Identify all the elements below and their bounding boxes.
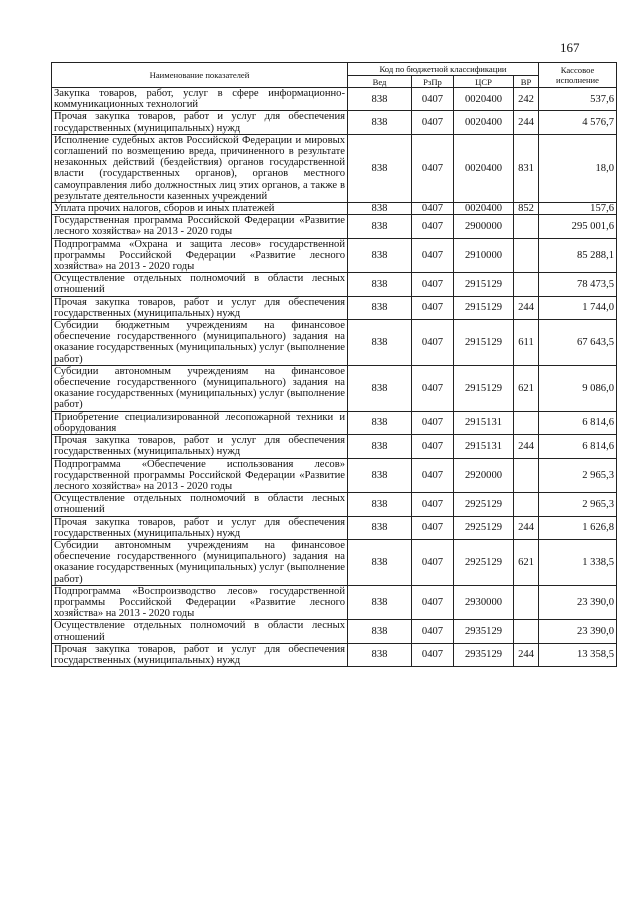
row-vr: 244 [514, 516, 539, 539]
row-ved: 838 [348, 203, 412, 215]
row-csr: 0020400 [454, 88, 514, 111]
table-row [52, 238, 617, 273]
table-row [52, 516, 617, 539]
row-rzpr: 0407 [412, 435, 454, 458]
row-csr: 2915129 [454, 296, 514, 319]
row-vr [514, 273, 539, 296]
row-amount: 4 576,7 [539, 111, 617, 134]
table-row [52, 111, 617, 134]
row-rzpr: 0407 [412, 273, 454, 296]
table-row [52, 296, 617, 319]
row-vr [514, 585, 539, 620]
row-amount: 1 744,0 [539, 296, 617, 319]
row-rzpr: 0407 [412, 215, 454, 238]
row-name: Прочая закупка товаров, работ и услуг для обеспечения государственных (муниципальных) нужд [52, 643, 348, 666]
row-name: Подпрограмма «Обеспечение использования лесов» государственной программы Российской Федерации «Развитие лесного хозяйства» на 2013 - 2020 годы [52, 458, 348, 493]
row-vr: 852 [514, 203, 539, 215]
row-rzpr: 0407 [412, 458, 454, 493]
row-ved: 838 [348, 296, 412, 319]
table-row [52, 411, 617, 434]
row-name: Прочая закупка товаров, работ и услуг для обеспечения государственных (муниципальных) нужд [52, 296, 348, 319]
row-ved: 838 [348, 643, 412, 666]
row-rzpr: 0407 [412, 111, 454, 134]
row-vr: 621 [514, 539, 539, 585]
row-vr: 831 [514, 134, 539, 202]
row-rzpr: 0407 [412, 539, 454, 585]
row-rzpr: 0407 [412, 238, 454, 273]
row-ved: 838 [348, 134, 412, 202]
row-ved: 838 [348, 620, 412, 643]
table-row [52, 493, 617, 516]
row-ved: 838 [348, 273, 412, 296]
header-code-group: Код по бюджетной классификации [348, 63, 539, 76]
row-csr: 2935129 [454, 643, 514, 666]
row-csr: 2910000 [454, 238, 514, 273]
row-name: Исполнение судебных актов Российской Федерации и мировых соглашений по возмещению вреда, причиненного в результате незаконных действий (бездействия) органов государственной власти (государственных органов), органов местного самоуправления либо должностных лиц этих органов, а также в результате деятельности казенных учреждений [52, 134, 348, 202]
table-row [52, 273, 617, 296]
row-name: Подпрограмма «Воспроизводство лесов» государственной программы Российской Федерации «Развитие лесного хозяйства» на 2013 - 2020 годы [52, 585, 348, 620]
row-vr [514, 493, 539, 516]
header-ved: Вед [348, 76, 412, 88]
row-name: Уплата прочих налогов, сборов и иных платежей [52, 203, 348, 215]
row-name: Прочая закупка товаров, работ и услуг для обеспечения государственных (муниципальных) нужд [52, 516, 348, 539]
table-body [52, 88, 617, 667]
row-name: Подпрограмма «Охрана и защита лесов» государственной программы Российской Федерации «Развитие лесного хозяйства» на 2013 - 2020 годы [52, 238, 348, 273]
row-amount: 6 814,6 [539, 435, 617, 458]
row-name: Осуществление отдельных полномочий в области лесных отношений [52, 620, 348, 643]
row-vr [514, 411, 539, 434]
row-amount: 85 288,1 [539, 238, 617, 273]
row-amount: 537,6 [539, 88, 617, 111]
table-row [52, 215, 617, 238]
row-vr [514, 215, 539, 238]
row-ved: 838 [348, 458, 412, 493]
row-vr [514, 458, 539, 493]
table-row [52, 435, 617, 458]
row-amount: 1 626,8 [539, 516, 617, 539]
row-ved: 838 [348, 516, 412, 539]
row-csr: 2915129 [454, 365, 514, 411]
row-ved: 838 [348, 365, 412, 411]
row-amount: 157,6 [539, 203, 617, 215]
row-ved: 838 [348, 435, 412, 458]
row-csr: 2920000 [454, 458, 514, 493]
page-number: 167 [560, 40, 580, 55]
row-rzpr: 0407 [412, 411, 454, 434]
row-name: Прочая закупка товаров, работ и услуг для обеспечения государственных (муниципальных) нужд [52, 435, 348, 458]
table-row [52, 458, 617, 493]
row-rzpr: 0407 [412, 365, 454, 411]
row-vr [514, 620, 539, 643]
row-csr: 2925129 [454, 539, 514, 585]
row-csr: 2935129 [454, 620, 514, 643]
row-amount: 18,0 [539, 134, 617, 202]
header-csr: ЦСР [454, 76, 514, 88]
row-name: Приобретение специализированной лесопожарной техники и оборудования [52, 411, 348, 434]
table-row [52, 203, 617, 215]
row-vr: 611 [514, 320, 539, 366]
row-csr: 2925129 [454, 493, 514, 516]
row-rzpr: 0407 [412, 516, 454, 539]
row-csr: 2930000 [454, 585, 514, 620]
row-name: Субсидии автономным учреждениям на финансовое обеспечение государственного (муниципального) задания на оказание государственных (муниципальных) услуг (выполнение работ) [52, 365, 348, 411]
row-ved: 838 [348, 88, 412, 111]
row-rzpr: 0407 [412, 296, 454, 319]
row-rzpr: 0407 [412, 88, 454, 111]
row-ved: 838 [348, 320, 412, 366]
table-row [52, 134, 617, 202]
row-csr: 2925129 [454, 516, 514, 539]
row-rzpr: 0407 [412, 134, 454, 202]
row-rzpr: 0407 [412, 320, 454, 366]
header-vr: ВР [514, 76, 539, 88]
table-row [52, 620, 617, 643]
row-rzpr: 0407 [412, 203, 454, 215]
row-amount: 2 965,3 [539, 458, 617, 493]
row-csr: 2915131 [454, 435, 514, 458]
row-csr: 0020400 [454, 203, 514, 215]
table-row [52, 365, 617, 411]
table-row [52, 585, 617, 620]
row-ved: 838 [348, 539, 412, 585]
budget-table [51, 62, 617, 667]
row-amount: 13 358,5 [539, 643, 617, 666]
table-row [52, 88, 617, 111]
row-ved: 838 [348, 493, 412, 516]
row-rzpr: 0407 [412, 493, 454, 516]
row-amount: 9 086,0 [539, 365, 617, 411]
row-vr: 244 [514, 435, 539, 458]
row-csr: 0020400 [454, 134, 514, 202]
row-name: Субсидии автономным учреждениям на финансовое обеспечение государственного (муниципального) задания на оказание государственных (муниципальных) услуг (выполнение работ) [52, 539, 348, 585]
row-rzpr: 0407 [412, 620, 454, 643]
row-amount: 1 338,5 [539, 539, 617, 585]
row-vr: 244 [514, 111, 539, 134]
row-name: Субсидии бюджетным учреждениям на финансовое обеспечение государственного (муниципального) задания на оказание государственных (муниципальных) услуг (выполнение работ) [52, 320, 348, 366]
table-row [52, 539, 617, 585]
row-ved: 838 [348, 411, 412, 434]
row-name: Закупка товаров, работ, услуг в сфере информационно-коммуникационных технологий [52, 88, 348, 111]
row-amount: 78 473,5 [539, 273, 617, 296]
row-amount: 23 390,0 [539, 585, 617, 620]
table-row [52, 320, 617, 366]
row-name: Осуществление отдельных полномочий в области лесных отношений [52, 273, 348, 296]
header-rzpr: РзПр [412, 76, 454, 88]
row-vr: 244 [514, 643, 539, 666]
row-csr: 0020400 [454, 111, 514, 134]
row-name: Прочая закупка товаров, работ и услуг для обеспечения государственных (муниципальных) нужд [52, 111, 348, 134]
row-ved: 838 [348, 585, 412, 620]
row-rzpr: 0407 [412, 643, 454, 666]
row-csr: 2915131 [454, 411, 514, 434]
row-rzpr: 0407 [412, 585, 454, 620]
row-vr: 242 [514, 88, 539, 111]
row-csr: 2900000 [454, 215, 514, 238]
row-ved: 838 [348, 215, 412, 238]
row-ved: 838 [348, 111, 412, 134]
row-amount: 295 001,6 [539, 215, 617, 238]
row-ved: 838 [348, 238, 412, 273]
row-amount: 23 390,0 [539, 620, 617, 643]
row-name: Осуществление отдельных полномочий в области лесных отношений [52, 493, 348, 516]
row-amount: 6 814,6 [539, 411, 617, 434]
row-amount: 67 643,5 [539, 320, 617, 366]
header-name: Наименование показателей [52, 63, 348, 88]
row-vr: 621 [514, 365, 539, 411]
header-amount: Кассовое исполнение [539, 63, 617, 88]
row-vr: 244 [514, 296, 539, 319]
row-csr: 2915129 [454, 320, 514, 366]
table-row [52, 643, 617, 666]
row-name: Государственная программа Российской Федерации «Развитие лесного хозяйства» на 2013 - 2020 годы [52, 215, 348, 238]
row-vr [514, 238, 539, 273]
row-csr: 2915129 [454, 273, 514, 296]
row-amount: 2 965,3 [539, 493, 617, 516]
